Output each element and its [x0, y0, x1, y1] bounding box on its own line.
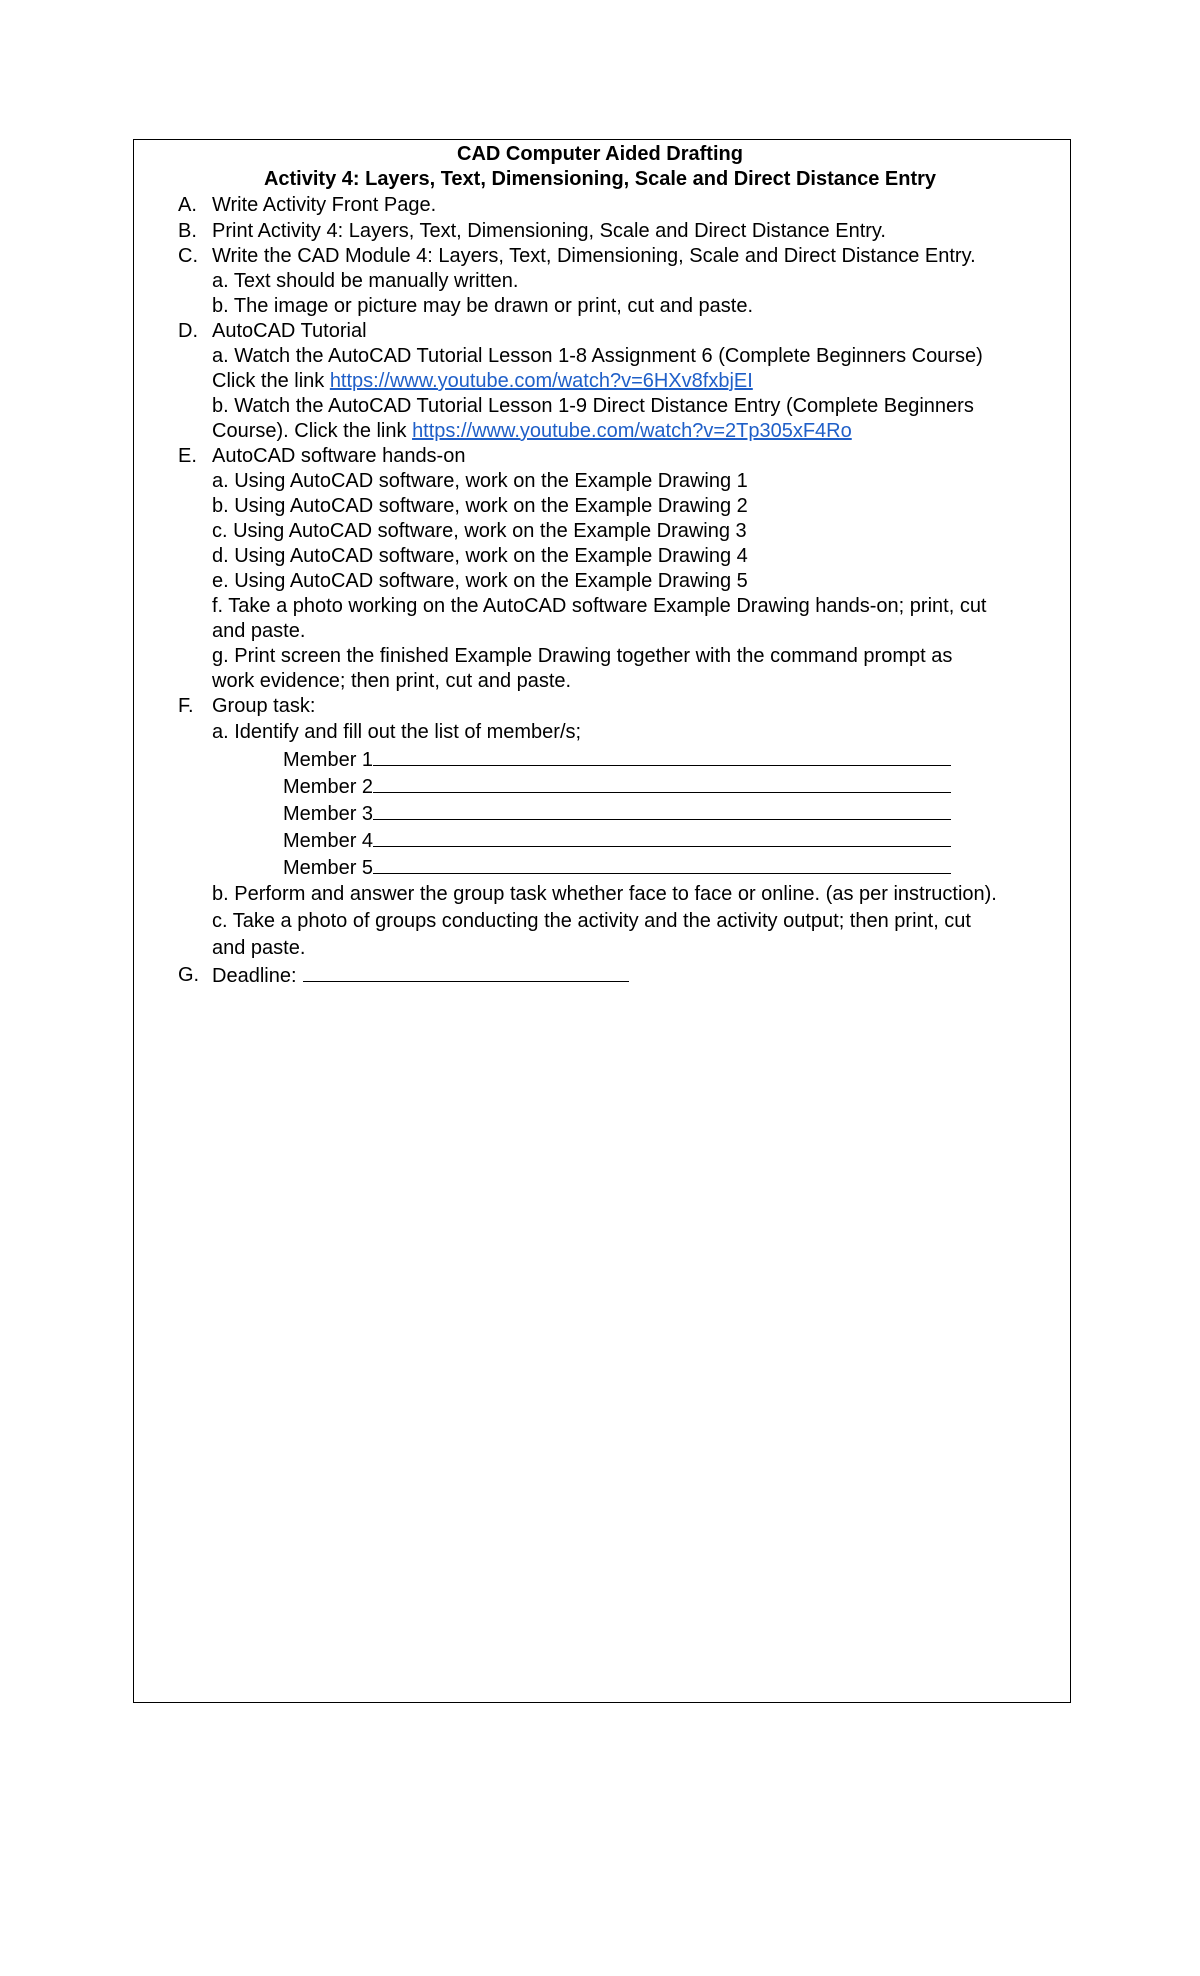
section-e-item-g-line1: g. Print screen the finished Example Drawing together with the command prompt as — [212, 645, 953, 667]
section-c-item-a: a. Text should be manually written. — [212, 270, 519, 292]
section-e-item-f-line1: f. Take a photo working on the AutoCAD software Example Drawing hands-on; print, cut — [212, 595, 987, 617]
section-b-letter: B. — [178, 220, 197, 242]
section-g-letter: G. — [178, 964, 200, 986]
member-3-blank-line[interactable] — [373, 801, 951, 820]
doc-title: CAD Computer Aided Drafting — [457, 143, 743, 165]
member-4-blank-line[interactable] — [373, 828, 951, 847]
member-2-blank-line[interactable] — [373, 774, 951, 793]
section-e-item-c: c. Using AutoCAD software, work on the Example Drawing 3 — [212, 520, 747, 542]
section-d-item-b-line2 — [212, 419, 852, 444]
section-d-letter: D. — [178, 320, 198, 342]
section-e-letter: E. — [178, 445, 197, 467]
section-f-item-b: b. Perform and answer the group task whether face to face or online. (as per instruction). — [212, 883, 997, 905]
section-c-item-b: b. The image or picture may be drawn or print, cut and paste. — [212, 295, 754, 317]
section-e-item-e: e. Using AutoCAD software, work on the Example Drawing 5 — [212, 570, 748, 592]
deadline-blank-line[interactable] — [303, 963, 629, 982]
section-d-item-b-prefix: Course). Click the link — [212, 420, 413, 442]
deadline-label: Deadline: — [212, 965, 297, 987]
member-label-2: Member 2 — [283, 776, 374, 798]
section-a-letter: A. — [178, 194, 197, 216]
member-1-blank-line[interactable] — [373, 747, 951, 766]
member-row-4 — [283, 828, 951, 854]
member-5-blank-line[interactable] — [373, 855, 951, 874]
member-row-5 — [283, 855, 951, 881]
section-a-text: Write Activity Front Page. — [212, 194, 437, 216]
section-e-item-g-line2: work evidence; then print, cut and paste. — [212, 670, 572, 692]
section-b-text: Print Activity 4: Layers, Text, Dimensioning, Scale and Direct Distance Entry. — [212, 220, 886, 242]
section-d-item-a-line2 — [212, 369, 753, 394]
section-e-item-f-line2: and paste. — [212, 620, 306, 642]
section-c-text: Write the CAD Module 4: Layers, Text, Dimensioning, Scale and Direct Distance Entry. — [212, 245, 976, 267]
section-f-letter: F. — [178, 695, 194, 717]
section-f-item-a: a. Identify and fill out the list of member/s; — [212, 721, 582, 743]
member-row-3 — [283, 801, 951, 827]
member-row-2 — [283, 774, 951, 800]
youtube-link-lesson-1-9[interactable]: https://www.youtube.com/watch?v=2Tp305xF4Ro — [412, 420, 852, 442]
member-row-1 — [283, 747, 951, 773]
section-e-item-d: d. Using AutoCAD software, work on the Example Drawing 4 — [212, 545, 748, 567]
section-e-item-a: a. Using AutoCAD software, work on the Example Drawing 1 — [212, 470, 748, 492]
member-label-5: Member 5 — [283, 857, 374, 879]
section-e-text: AutoCAD software hands-on — [212, 445, 466, 467]
section-f-item-c-line1: c. Take a photo of groups conducting the activity and the activity output; then print, cut — [212, 910, 971, 932]
youtube-link-lesson-1-8[interactable]: https://www.youtube.com/watch?v=6HXv8fxbjEI — [329, 370, 753, 392]
section-f-text: Group task: — [212, 695, 316, 717]
section-g-row — [212, 963, 629, 989]
member-label-4: Member 4 — [283, 830, 374, 852]
doc-subtitle: Activity 4: Layers, Text, Dimensioning, Scale and Direct Distance Entry — [263, 168, 937, 190]
section-d-item-a-line1: a. Watch the AutoCAD Tutorial Lesson 1-8 Assignment 6 (Complete Beginners Course) — [212, 345, 983, 367]
section-d-item-a-prefix: Click the link — [212, 370, 330, 392]
member-label-1: Member 1 — [283, 749, 374, 771]
section-c-letter: C. — [178, 245, 198, 267]
member-label-3: Member 3 — [283, 803, 374, 825]
section-f-item-c-line2: and paste. — [212, 937, 306, 959]
section-e-item-b: b. Using AutoCAD software, work on the Example Drawing 2 — [212, 495, 748, 517]
section-d-item-b-line1: b. Watch the AutoCAD Tutorial Lesson 1-9 Direct Distance Entry (Complete Beginners — [212, 395, 974, 417]
section-d-text: AutoCAD Tutorial — [212, 320, 367, 342]
